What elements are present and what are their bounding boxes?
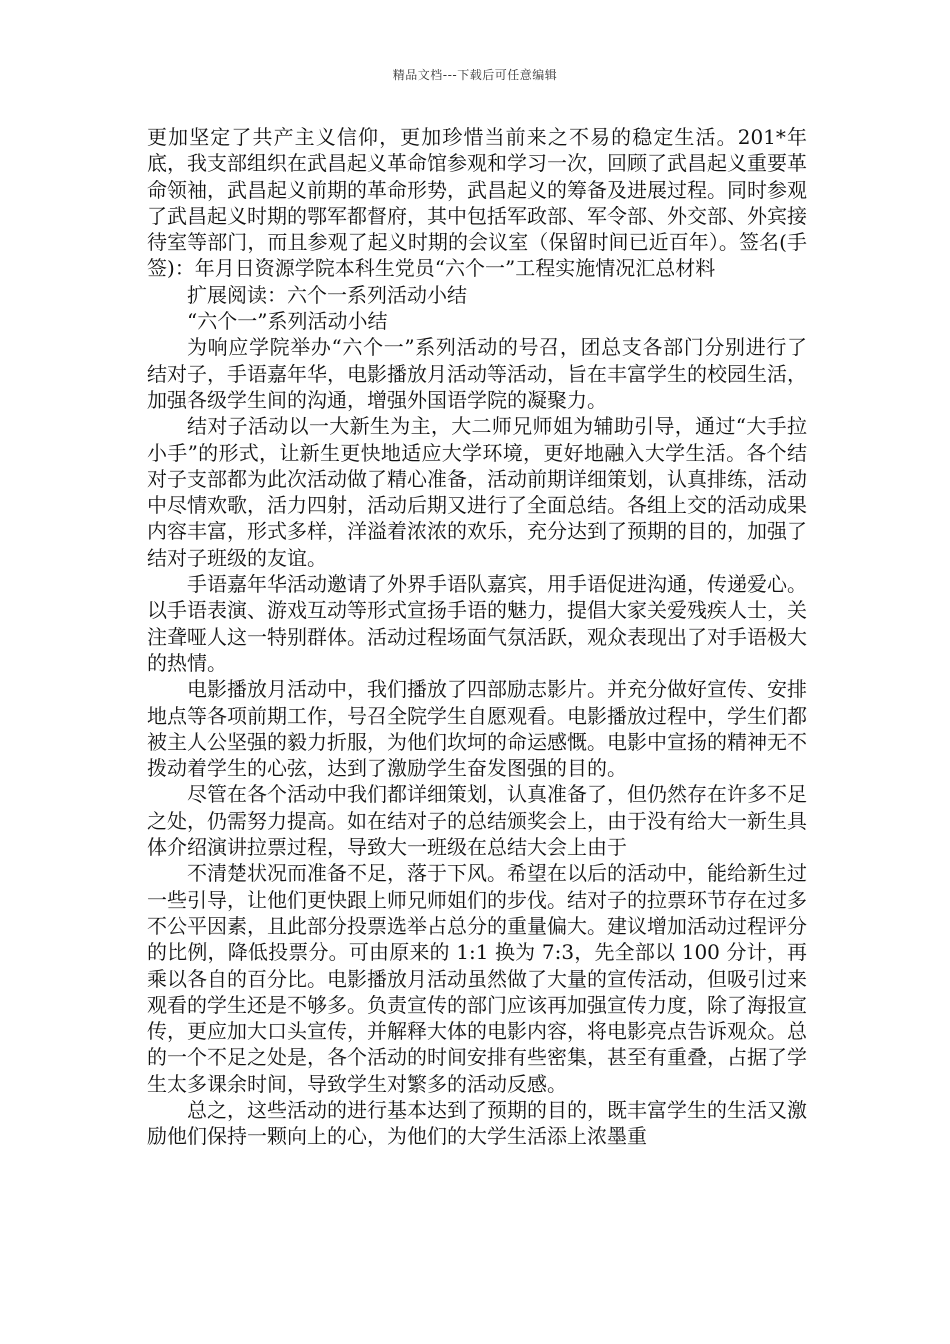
paragraph-movie-month: 电影播放月活动中，我们播放了四部励志影片。并充分做好宣传、安排地点等各项前期工作，号召全院学生自愿观看。电影播放过程中，学生们都被主人公坚强的毅力折服，为他们坎坷的命运感慨。电影中宣扬的精神无不拨动着学生的心弦，达到了激励学生奋发图强的目的。	[147, 677, 807, 781]
paragraph-conclusion: 总之，这些活动的进行基本达到了预期的目的，既丰富学生的生活又激励他们保持一颗向上的心，为他们的大学生活添上浓墨重	[147, 1097, 807, 1149]
paragraph-overview: 为响应学院举办“六个一”系列活动的号召，团总支各部门分别进行了结对子，手语嘉年华，电影播放月活动等活动，旨在丰富学生的校园生活，加强各级学生间的沟通，增强外国语学院的凝聚力。	[147, 335, 807, 412]
paragraph-suggestions: 不清楚状况而准备不足，落于下风。希望在以后的活动中，能给新生过一些引导，让他们更快跟上师兄师姐们的步伐。结对子的拉票环节存在过多不公平因素，且此部分投票选举占总分的重量偏大。建议增加活动过程评分的比例，降低投票分。可由原来的 1:1 换为 7:3，先全部以 100 分计，再乘以各自的百分比。电影播放月活动虽然做了大量的宣传活动，但吸引过来观看的学生还是不够多。负责宣传的部门应该再加强宣传力度，除了海报宣传，更应加大口头宣传，并解释大体的电影内容，将电影亮点告诉观众。总的一个不足之处是，各个活动的时间安排有些密集，甚至有重叠，占据了学生太多课余时间，导致学生对繁多的活动反感。	[147, 861, 807, 1096]
paragraph-extended-reading: 扩展阅读：六个一系列活动小结	[187, 282, 467, 307]
document-body	[147, 124, 807, 1150]
paragraph-sign-language-carnival: 手语嘉年华活动邀请了外界手语队嘉宾，用手语促进沟通，传递爱心。以手语表演、游戏互动等形式宣扬手语的魅力，提倡大家关爱残疾人士，关注聋哑人这一特别群体。活动过程场面气氛活跃，观众表现出了对手语极大的热情。	[147, 572, 807, 675]
paragraph-pairing-activity: 结对子活动以一大新生为主，大二师兄师姐为辅助引导，通过“大手拉小手”的形式，让新生更快地适应大学环境，更好地融入大学生活。各个结对子支部都为此次活动做了精心准备，活动前期详细策划，认真排练，活动中尽情欢歌，活力四射，活动后期又进行了全面总结。各组上交的活动成果内容丰富，形式多样，洋溢着浓浓的欢乐，充分达到了预期的目的，加强了结对子班级的友谊。	[147, 414, 807, 570]
section-title: “六个一”系列活动小结	[187, 309, 388, 334]
page-header: 精品文档---下载后可任意编辑	[392, 68, 558, 82]
paragraph-shortcomings: 尽管在各个活动中我们都详细策划，认真准备了，但仍然存在许多不足之处，仍需努力提高。如在结对子的总结颁奖会上，由于没有给大一新生具体介绍演讲拉票过程，导致大一班级在总结大会上由于	[147, 782, 807, 860]
paragraph-intro: 更加坚定了共产主义信仰，更加珍惜当前来之不易的稳定生活。201*年底，我支部组织在武昌起义革命馆参观和学习一次，回顾了武昌起义重要革命领袖，武昌起义前期的革命形势，武昌起义的筹备及进展过程。同时参观了武昌起义时期的鄂军都督府，其中包括军政部、军令部、外交部、外宾接待室等部门，而且参观了起义时期的会议室（保留时间已近百年）。签名(手签)：年月日资源学院本科生党员“六个一”工程实施情况汇总材料	[147, 125, 807, 281]
